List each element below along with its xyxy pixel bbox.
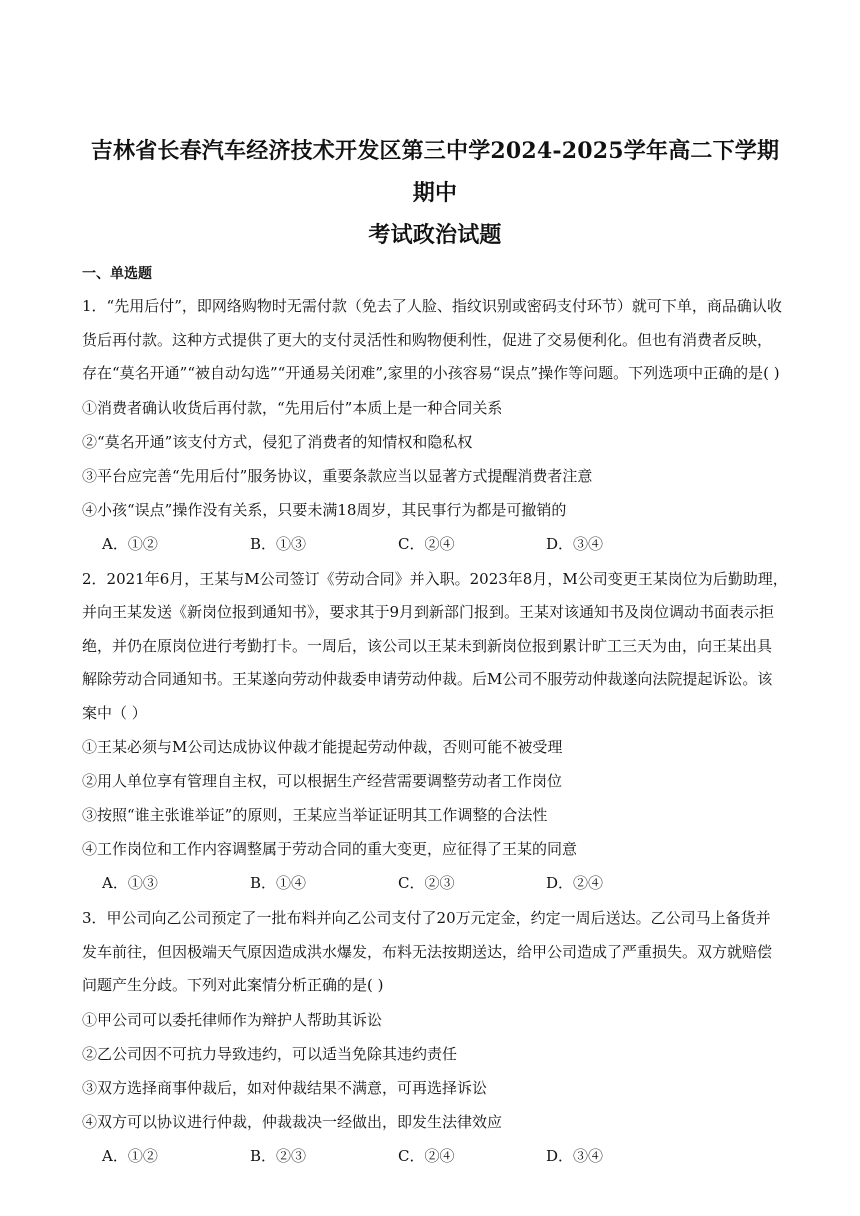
statement-4: ④小孩“误点”操作没有关系，只要未满18周岁，其民事行为都是可撤销的 — [82, 500, 567, 519]
answer-options — [82, 527, 788, 561]
statement-4: ④工作岗位和工作内容调整属于劳动合同的重大变更，应征得了王某的同意 — [82, 840, 578, 858]
option-d: D．③④ — [546, 534, 604, 553]
stem-line: 发车前往，但因极端天气原因造成洪水爆发，布料无法按期送达，给甲公司造成了严重损失。双方就赔偿 — [82, 942, 773, 961]
option-d: D．②④ — [546, 874, 604, 892]
option-d: D．③④ — [546, 1146, 604, 1165]
answer-options — [82, 866, 788, 900]
stem-line: 解除劳动合同通知书。王某遂向劳动仲裁委申请劳动仲裁。后M公司不服劳动仲裁遂向法院提起诉讼。该 — [82, 670, 773, 688]
question-1 — [82, 290, 788, 561]
option-b: B．①④ — [250, 874, 307, 892]
question-stem — [82, 563, 788, 731]
stem-line: 绝，并仍在原岗位进行考勤打卡。一周后，该公司以王某未到新岗位报到累计旷工三天为由，向王某出具 — [82, 636, 773, 655]
question-3 — [82, 902, 788, 1173]
statement-4: ④双方可以协议进行仲裁，仲裁裁决一经做出，即发生法律效应 — [82, 1112, 503, 1131]
question-stem — [82, 290, 788, 391]
statement-2: ②乙公司因不可抗力导致违约，可以适当免除其违约责任 — [82, 1044, 458, 1063]
option-c: C．②③ — [398, 874, 455, 892]
stem-line: 1．“先用后付”，即网络购物时无需付款（免去了人脸、指纹识别或密码支付环节）就可下单，商品确认收 — [82, 297, 782, 315]
stem-line: 3．甲公司向乙公司预定了一批布料并向乙公司支付了20万元定金，约定一周后送达。乙公司马上备货并 — [82, 909, 771, 927]
section-heading: 一、单选题 — [82, 266, 152, 282]
question-stem — [82, 902, 788, 1003]
option-b: B．②③ — [250, 1146, 307, 1165]
stem-line: 并向王某发送《新岗位报到通知书》，要求其于9月到新部门报到。王某对该通知书及岗位调动书面表示拒 — [82, 603, 775, 621]
answer-options — [82, 1139, 788, 1173]
statement-2: ②“莫名开通”该支付方式，侵犯了消费者的知情权和隐私权 — [82, 432, 473, 451]
exam-title-line1: 吉林省长春汽车经济技术开发区第三中学2024-2025学年高二下学期期中 — [90, 138, 780, 206]
question-2 — [82, 563, 788, 901]
stem-line: 问题产生分歧。下列对此案情分析正确的是( ) — [82, 976, 384, 994]
option-c: C．②④ — [398, 534, 455, 553]
stem-line: 案中（ ） — [82, 703, 147, 722]
exam-title-line2: 考试政治试题 — [368, 222, 502, 248]
stem-line: 2．2021年6月，王某与M公司签订《劳动合同》并入职。2023年8月，M公司变更王某岗位为后勤助理， — [82, 569, 788, 588]
stem-line: 货后再付款。这种方式提供了更大的支付灵活性和购物便利性，促进了交易便利化。但也有消费者反映， — [82, 330, 773, 349]
option-a: A．①② — [102, 1146, 158, 1165]
statement-2: ②用人单位享有管理自主权，可以根据生产经营需要调整劳动者工作岗位 — [82, 772, 563, 790]
option-c: C．②④ — [398, 1146, 455, 1165]
statement-3: ③按照“谁主张谁举证”的原则，王某应当举证证明其工作调整的合法性 — [82, 806, 548, 824]
option-b: B．①③ — [250, 534, 307, 553]
stem-line: 存在“莫名开通”“被自动勾选”“开通易关闭难”,家里的小孩容易“误点”操作等问题。下列选项中正确的是( ) — [82, 364, 780, 382]
option-a: A．①③ — [102, 874, 158, 892]
statement-1: ①消费者确认收货后再付款，“先用后付”本质上是一种合同关系 — [82, 398, 503, 417]
statement-1: ①王某必须与M公司达成协议仲裁才能提起劳动仲裁，否则可能不被受理 — [82, 738, 563, 756]
statement-3: ③平台应完善“先用后付”服务协议，重要条款应当以显著方式提醒消费者注意 — [82, 466, 593, 485]
option-a: A．①② — [102, 534, 158, 553]
statement-3: ③双方选择商事仲裁后，如对仲裁结果不满意，可再选择诉讼 — [82, 1078, 488, 1097]
statement-1: ①甲公司可以委托律师作为辩护人帮助其诉讼 — [82, 1010, 383, 1029]
